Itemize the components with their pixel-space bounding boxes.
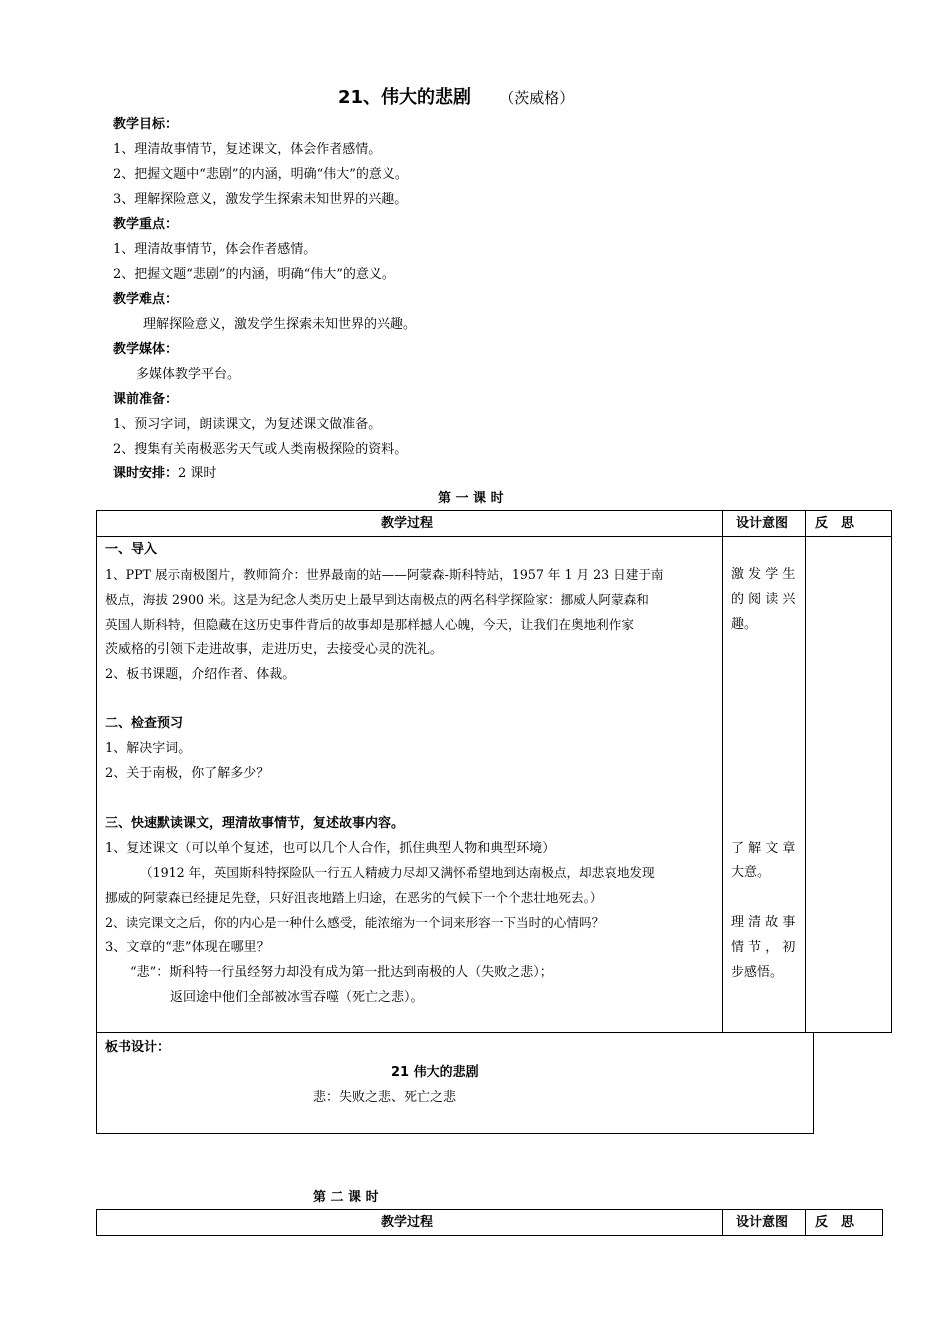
- preparation-2: 2、搜集有关南极恶劣天气或人类南极探险的资料。: [113, 442, 408, 457]
- section1-line-5: 2、板书课题，介绍作者、体裁。: [105, 667, 296, 682]
- objective-1: 1、理清故事情节，复述课文，体会作者感情。: [113, 142, 382, 157]
- section1-line-4: 茨威格的引领下走进故事，走进历史，去接受心灵的洗礼。: [105, 642, 444, 657]
- table2-header-divider: [96, 1235, 883, 1236]
- intent2-line-2: 大意。: [731, 865, 771, 880]
- table2-header-process: 教学过程: [381, 1215, 434, 1230]
- lesson2-title: 第 二 课 时: [313, 1190, 379, 1205]
- table-border-left: [96, 510, 97, 1033]
- table-header-divider: [96, 536, 892, 537]
- board-heading: 板书设计：: [105, 1040, 171, 1055]
- section3-line-7: 返回途中他们全部被冰雪吞噬（死亡之悲）。: [170, 990, 424, 1005]
- intent2-line-1: 了 解 文 章: [731, 841, 796, 856]
- media-text: 多媒体教学平台。: [136, 367, 241, 382]
- section1-line-2: 极点，海拔 2900 米。这是为纪念人类历史上最早到达南极点的两名科学探险家：挪威人阿蒙森和: [105, 592, 649, 607]
- page-title-block: [338, 87, 575, 108]
- section3-line-6: “悲”：斯科特一行虽经努力却没有成为第一批达到南极的人（失败之悲）；: [130, 965, 553, 980]
- table2-border-left: [96, 1209, 97, 1236]
- section3-line-3: 挪威的阿蒙森已经捷足先登，只好沮丧地踏上归途，在恶劣的气候下一个个悲壮地死去。）: [105, 890, 603, 905]
- table2-header-reflection: 反 思: [815, 1215, 855, 1230]
- table2-border-right: [882, 1209, 883, 1236]
- board-border-right: [813, 1032, 814, 1134]
- table-border-right: [891, 510, 892, 1033]
- section2-line-2: 2、关于南极，你了解多少？: [105, 766, 270, 781]
- board-border-left: [96, 1032, 97, 1134]
- board-border-bottom: [96, 1133, 814, 1134]
- table2-header-intent: 设计意图: [736, 1215, 789, 1230]
- section2-line-1: 1、解决字词。: [105, 741, 192, 756]
- header-intent: 设计意图: [736, 516, 789, 531]
- media-heading: 教学媒体：: [113, 342, 179, 357]
- author: （茨威格）: [499, 89, 575, 107]
- section3-line-4: 2、读完课文之后，你的内心是一种什么感受，能浓缩为一个词来形容一下当时的心情吗？: [105, 915, 605, 930]
- table-border-bottom: [96, 1032, 892, 1033]
- table-col-divider-1: [722, 510, 723, 1033]
- section2-heading: 二、检查预习: [105, 716, 184, 731]
- schedule: [113, 466, 216, 482]
- schedule-value: 2 课时: [178, 466, 217, 481]
- section3-line-1: 1、复述课文（可以单个复述，也可以几个人合作，抓住典型人物和典型环境）: [105, 841, 556, 856]
- difficulties-heading: 教学难点：: [113, 292, 179, 307]
- key-point-1: 1、理清故事情节，体会作者感情。: [113, 242, 317, 257]
- key-point-2: 2、把握文题“悲剧”的内涵，明确“伟大”的意义。: [113, 267, 395, 282]
- board-line: 悲：失败之悲、死亡之悲: [313, 1090, 457, 1105]
- preparation-1: 1、预习字词，朗读课文，为复述课文做准备。: [113, 417, 382, 432]
- page-title: 21、伟大的悲剧: [338, 87, 472, 108]
- intent3-line-2: 情 节 ， 初: [731, 940, 796, 955]
- section1-line-1: 1、PPT 展示南极图片，教师简介：世界最南的站——阿蒙森-斯科特站，1957 年 1 月 23 日建于南: [105, 567, 664, 582]
- intent3-line-1: 理 清 故 事: [731, 915, 796, 930]
- difficulties-text: 理解探险意义，激发学生探索未知世界的兴趣。: [143, 317, 417, 332]
- header-process: 教学过程: [381, 516, 434, 531]
- intent1-line-2: 的 阅 读 兴: [731, 592, 796, 607]
- objectives-heading: 教学目标：: [113, 117, 179, 132]
- table-border-top: [96, 510, 892, 511]
- intent1-line-1: 激 发 学 生: [731, 567, 796, 582]
- objective-2: 2、把握文题中“悲剧”的内涵，明确“伟大”的意义。: [113, 167, 408, 182]
- section3-heading: 三、快速默读课文，理清故事情节，复述故事内容。: [105, 816, 405, 831]
- section3-line-2: （1912 年，英国斯科特探险队一行五人精疲力尽却又满怀希望地到达南极点，却悲哀地发现: [140, 865, 655, 880]
- header-reflection: 反 思: [815, 516, 855, 531]
- intent1-line-3: 趣。: [731, 617, 758, 632]
- schedule-label: 课时安排：: [113, 466, 179, 481]
- preparation-heading: 课前准备：: [113, 392, 179, 407]
- section3-line-5: 3、文章的“悲”体现在哪里？: [105, 940, 270, 955]
- lesson1-title: 第 一 课 时: [438, 491, 504, 506]
- table2-border-top: [96, 1209, 883, 1210]
- table-col-divider-2: [805, 510, 806, 1033]
- table2-col-divider-2: [805, 1209, 806, 1236]
- table2-col-divider-1: [722, 1209, 723, 1236]
- section1-line-3: 英国人斯科特，但隐藏在这历史事件背后的故事却是那样撼人心魄，今天，让我们在奥地利作家: [105, 617, 634, 632]
- intent3-line-3: 步感悟。: [731, 965, 784, 980]
- key-points-heading: 教学重点：: [113, 217, 179, 232]
- section1-heading: 一、导入: [105, 542, 158, 557]
- board-title: 21 伟大的悲剧: [391, 1065, 479, 1080]
- objective-3: 3、理解探险意义，激发学生探索未知世界的兴趣。: [113, 192, 408, 207]
